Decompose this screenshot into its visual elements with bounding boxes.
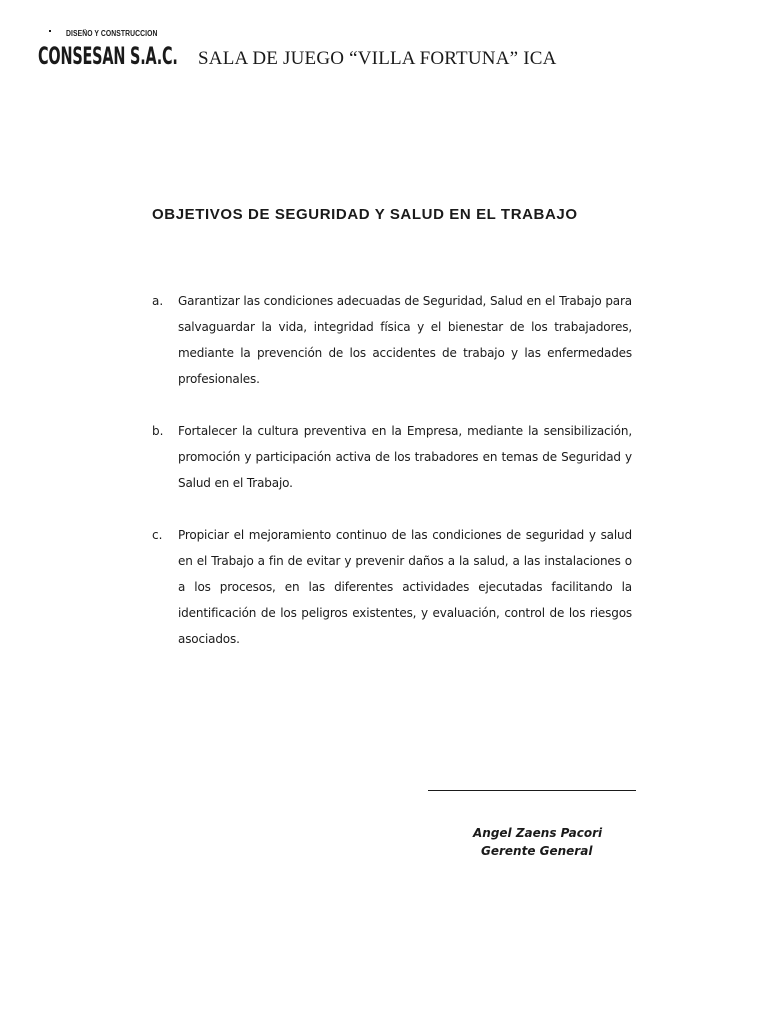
signature-line: [428, 790, 636, 791]
header-title: SALA DE JUEGO “VILLA FORTUNA” ICA: [198, 48, 557, 69]
document-title: OBJETIVOS DE SEGURIDAD Y SALUD EN EL TRABAJO: [152, 206, 578, 223]
signatory-name: Angel Zaens Pacori: [473, 826, 603, 840]
signatory-role: Gerente General: [481, 844, 593, 858]
objective-text: Propiciar el mejoramiento continuo de las condiciones de seguridad y salud en el Trabajo a fin de evitar y prevenir daños a la salud, a las instalaciones o a los procesos, en las diferentes actividades ejecutadas facilitando la identificación de los peligros existentes, y evaluación, control de los riesgos asociados.: [178, 528, 632, 646]
logo-dot: [49, 30, 51, 32]
objective-item: [152, 288, 632, 392]
logo-tagline: DISEÑO Y CONSTRUCCION: [66, 29, 158, 38]
objective-item: [152, 522, 632, 652]
objective-letter: c.: [152, 528, 163, 542]
objective-letter: a.: [152, 294, 164, 308]
company-logo: [36, 28, 178, 76]
logo-company-name: CONSESAN S.A.C.: [38, 42, 178, 70]
objective-text: Garantizar las condiciones adecuadas de Seguridad, Salud en el Trabajo para salvaguardar la vida, integridad física y el bienestar de los trabajadores, mediante la prevención de los accidentes de trabajo y las enfermedades profesionales.: [178, 294, 632, 386]
objective-text: Fortalecer la cultura preventiva en la Empresa, mediante la sensibilización, promoción y participación activa de los trabadores en temas de Seguridad y Salud en el Trabajo.: [178, 424, 632, 490]
objective-letter: b.: [152, 424, 164, 438]
objectives-list: [152, 288, 632, 678]
objective-item: [152, 418, 632, 496]
